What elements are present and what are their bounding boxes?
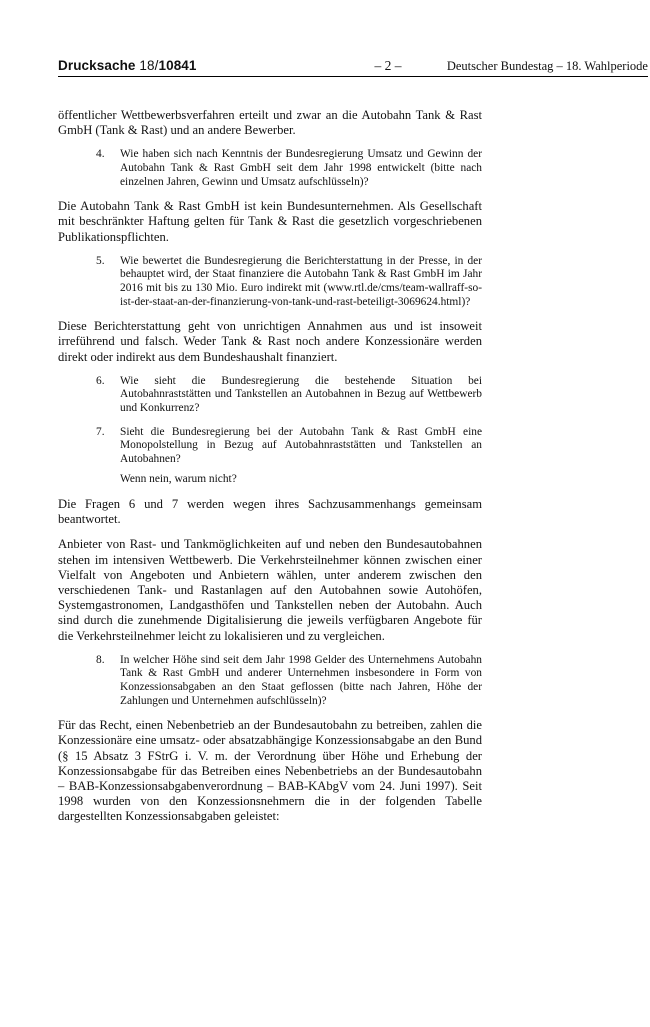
question-number: 6.: [96, 374, 105, 387]
document-body: [58, 108, 482, 835]
question-paragraph: [58, 473, 482, 487]
question-text: Wie bewertet die Bundesregierung die Berichterstattung in der Presse, in der behauptet wird, der Staat finanziere die Autobahn Tank & Rast GmbH im Jahr 2016 mit bis zu 130 Mio. Euro indirekt mit (www.rtl.de/cms/team-wallraff-so-ist-der-staat-an-der-finanzierung-von-tank-und-rast-beteiligt-3069624.html)?: [120, 254, 482, 308]
question-text: Wie haben sich nach Kenntnis der Bundesregierung Umsatz und Gewinn der Autobahn Tank & Rast GmbH seit dem Jahr 1998 entwickelt (bitte nach einzelnen Jahren, Gewinn und Umsatz aufschlüsseln)?: [120, 148, 482, 188]
drucksache-label: [58, 58, 197, 73]
question-paragraph: [58, 426, 482, 467]
bundestag-period: Deutscher Bundestag – 18. Wahlperiode: [446, 59, 648, 73]
question-text: Sieht die Bundesregierung bei der Autobahn Tank & Rast GmbH eine Monopolstellung in Bezug auf Autobahnraststätten und Tankstellen an Autobahnen?: [120, 425, 482, 465]
question-number: 8.: [96, 653, 105, 666]
question-number: 7.: [96, 425, 105, 438]
answer-paragraph: Die Fragen 6 und 7 werden wegen ihres Sachzusammenhangs gemeinsam beantwortet.: [58, 496, 482, 527]
drucksache-word: Drucksache: [58, 58, 136, 73]
answer-paragraph: öffentlicher Wettbewerbsverfahren erteilt und zwar an die Autobahn Tank & Rast GmbH (Tank & Rast) und an andere Bewerber.: [58, 108, 482, 138]
question-number: 4.: [96, 148, 105, 161]
question-paragraph: [58, 255, 482, 309]
question-text: Wenn nein, warum nicht?: [120, 473, 237, 486]
question-paragraph: [58, 654, 482, 708]
question-paragraph: [58, 148, 482, 189]
question-text: Wie sieht die Bundesregierung die bestehende Situation bei Autobahnraststätten und Tankstellen an Autobahnen in Bezug auf Wettbewerb und Konkurrenz?: [120, 374, 482, 414]
page-number: – 2 –: [374, 58, 402, 73]
question-paragraph: [58, 375, 482, 416]
page-header: [58, 58, 648, 77]
drucksache-number-bold: 10841: [158, 58, 197, 73]
answer-paragraph: Die Autobahn Tank & Rast GmbH ist kein Bundesunternehmen. Als Gesellschaft mit beschränkter Haftung gelten für Tank & Rast die gesetzlich vorgeschriebenen Publikationspflichten.: [58, 199, 482, 244]
drucksache-number: [139, 58, 196, 73]
question-number: 5.: [96, 254, 105, 267]
question-text: In welcher Höhe sind seit dem Jahr 1998 Gelder des Unternehmens Autobahn Tank & Rast GmbH und anderer Unternehmen insbesondere in Form von Konzessionsabgaben an den Staat geflossen (bitte nach Jahren, Höhe der Zahlungen und Unternehmen aufschlüsseln)?: [120, 653, 482, 707]
drucksache-prefix: 18/: [139, 58, 159, 73]
answer-paragraph: Für das Recht, einen Nebenbetrieb an der Bundesautobahn zu betreiben, zahlen die Konzessionäre eine umsatz- oder absatzabhängige Konzessionsabgabe an den Bund (§ 15 Absatz 3 FStrG i. V. m. der Verordnung über Höhe und Erhebung der Konzessionsabgabe für das Betreiben eines Nebenbetriebs an der Bundesautobahn – BAB-Konzessionsabgabenverordnung – BAB-KAbgV vom 24. Juni 1997). Seit 1998 wurden von den Konzessionsnehmern die in der folgenden Tabelle dargestellten Konzessionsabgaben geleistet:: [58, 718, 482, 824]
answer-paragraph: Diese Berichterstattung geht von unrichtigen Annahmen aus und ist insoweit irreführend und falsch. Weder Tank & Rast noch andere Konzessionäre werden direkt oder indirekt aus dem Bundeshaushalt finanziert.: [58, 319, 482, 364]
answer-paragraph: Anbieter von Rast- und Tankmöglichkeiten auf und neben den Bundesautobahnen stehen im intensiven Wettbewerb. Die Verkehrsteilnehmer können zwischen einer Vielfalt von Angeboten und Anbietern wählen, unter anderem zwischen den verschiedenen Tank- und Rastanlagen auf den Autobahnen sowie Autohöfen, Systemgastronomen, Landgasthöfen und Tankstellen neben der Autobahn. Auch sind durch die zunehmende Digitalisierung die jeweils verfügbaren Angebote für die Verkehrsteilnehmer leicht zu lokalisieren und zu vergleichen.: [58, 537, 482, 643]
